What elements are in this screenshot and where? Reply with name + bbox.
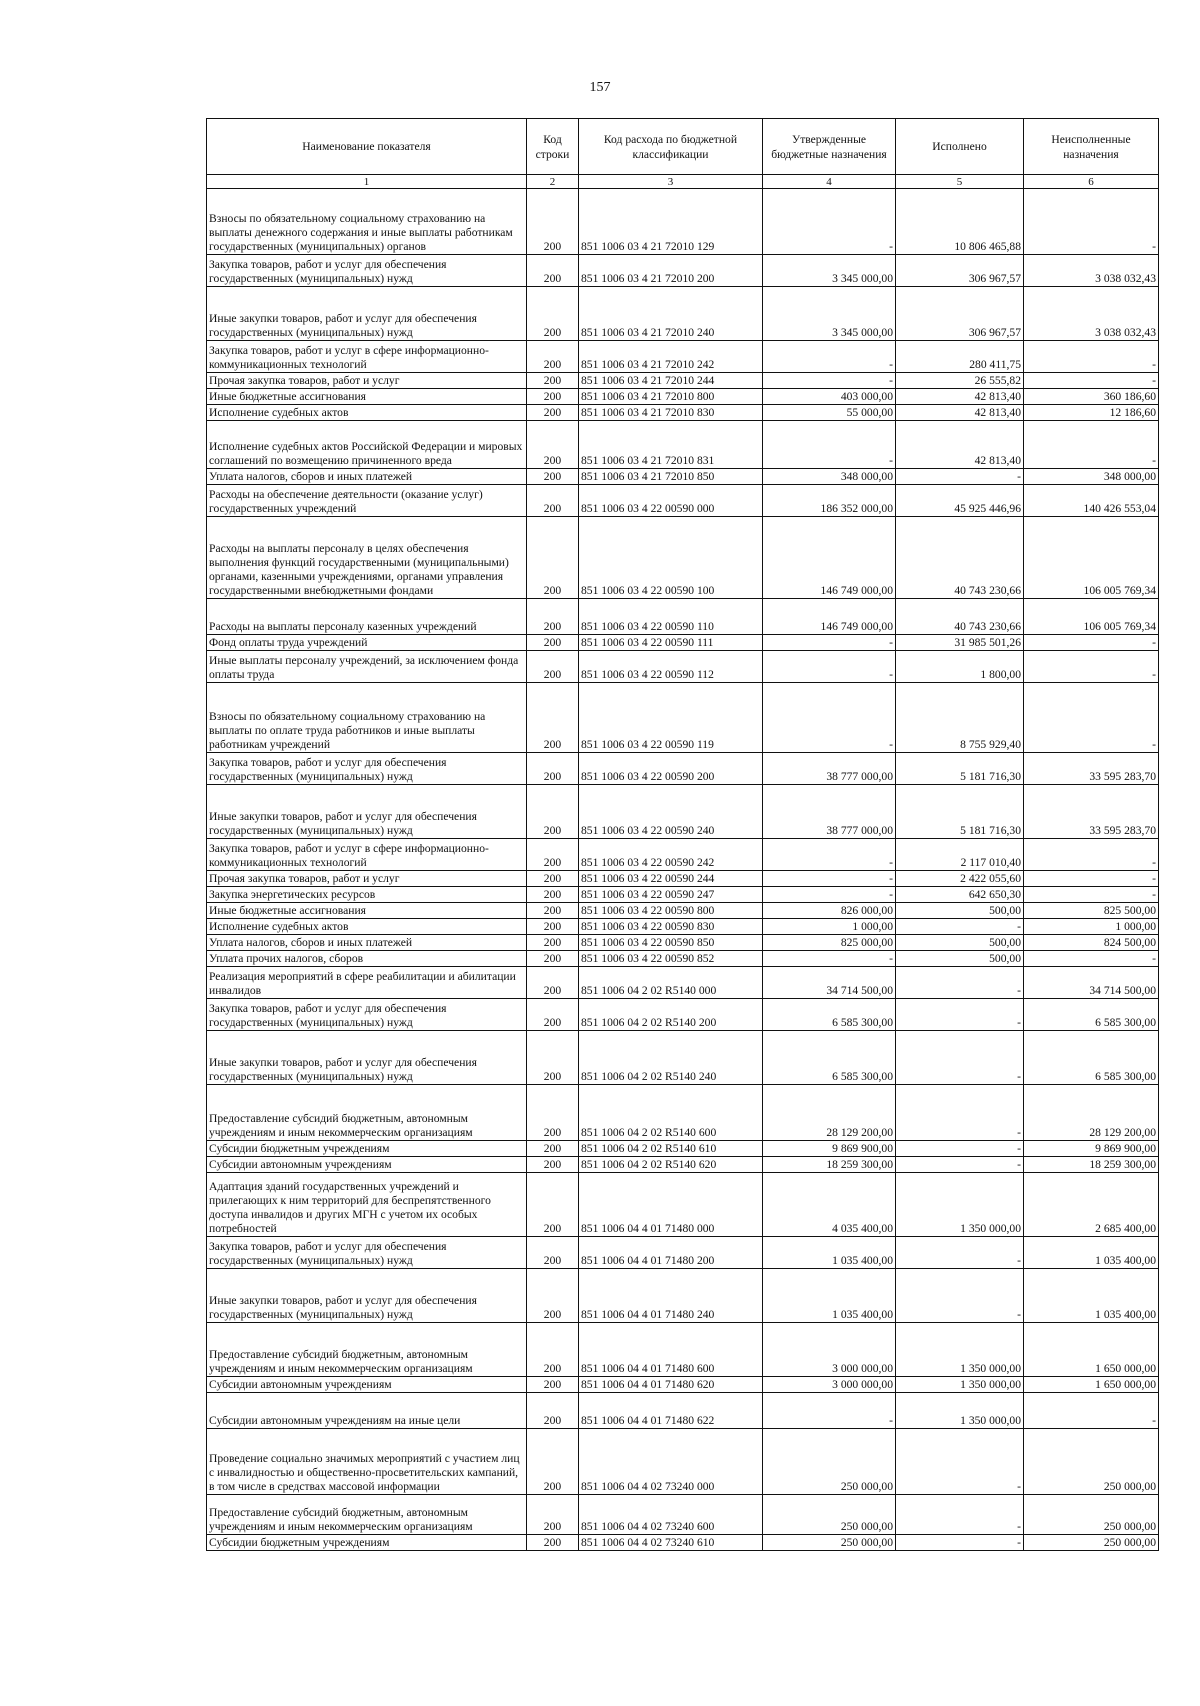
row-executed: 1 350 000,00 — [896, 1173, 1024, 1237]
row-approved: 250 000,00 — [763, 1535, 896, 1551]
row-unexecuted: - — [1024, 651, 1159, 683]
row-name: Адаптация зданий государственных учреждений и прилегающих к ним территорий для беспрепятственного доступа инвалидов и других МГН с учетом их особых потребностей — [207, 1173, 527, 1237]
table-row — [207, 839, 1159, 871]
row-approved: 250 000,00 — [763, 1495, 896, 1535]
table-row — [207, 999, 1159, 1031]
table-row — [207, 903, 1159, 919]
row-unexecuted: - — [1024, 635, 1159, 651]
row-executed: 306 967,57 — [896, 255, 1024, 287]
row-executed: 500,00 — [896, 935, 1024, 951]
row-approved: - — [763, 887, 896, 903]
row-approved: 38 777 000,00 — [763, 753, 896, 785]
row-executed: - — [896, 469, 1024, 485]
row-classification: 851 1006 04 4 01 71480 600 — [579, 1323, 763, 1377]
row-executed: 1 800,00 — [896, 651, 1024, 683]
row-classification: 851 1006 03 4 22 00590 000 — [579, 485, 763, 517]
row-code: 200 — [527, 1323, 579, 1377]
row-classification: 851 1006 03 4 21 72010 244 — [579, 373, 763, 389]
table-row — [207, 255, 1159, 287]
row-name: Уплата налогов, сборов и иных платежей — [207, 469, 527, 485]
row-approved: - — [763, 1393, 896, 1429]
row-unexecuted: 3 038 032,43 — [1024, 255, 1159, 287]
row-unexecuted: 28 129 200,00 — [1024, 1085, 1159, 1141]
table-body — [207, 189, 1159, 1551]
row-classification: 851 1006 03 4 22 00590 112 — [579, 651, 763, 683]
row-name: Субсидии автономным учреждениям — [207, 1377, 527, 1393]
row-unexecuted: 33 595 283,70 — [1024, 785, 1159, 839]
table-row — [207, 871, 1159, 887]
row-classification: 851 1006 03 4 21 72010 850 — [579, 469, 763, 485]
row-name: Взносы по обязательному социальному страхованию на выплаты денежного содержания и иные выплаты работникам государственных (муниципальных) органов — [207, 189, 527, 255]
row-approved: - — [763, 421, 896, 469]
row-executed: - — [896, 1535, 1024, 1551]
row-approved: - — [763, 373, 896, 389]
row-name: Иные выплаты персоналу учреждений, за исключением фонда оплаты труда — [207, 651, 527, 683]
row-executed: 2 117 010,40 — [896, 839, 1024, 871]
row-executed: 40 743 230,66 — [896, 517, 1024, 599]
table-row — [207, 599, 1159, 635]
row-unexecuted: 12 186,60 — [1024, 405, 1159, 421]
row-unexecuted: 33 595 283,70 — [1024, 753, 1159, 785]
header-executed: Исполнено — [896, 119, 1024, 175]
row-classification: 851 1006 03 4 21 72010 200 — [579, 255, 763, 287]
row-classification: 851 1006 03 4 22 00590 852 — [579, 951, 763, 967]
row-approved: - — [763, 341, 896, 373]
row-approved: 4 035 400,00 — [763, 1173, 896, 1237]
row-approved: 55 000,00 — [763, 405, 896, 421]
row-name: Субсидии бюджетным учреждениям — [207, 1535, 527, 1551]
row-name: Уплата налогов, сборов и иных платежей — [207, 935, 527, 951]
column-number: 2 — [527, 175, 579, 189]
row-code: 200 — [527, 1031, 579, 1085]
table-row — [207, 635, 1159, 651]
row-executed: 31 985 501,26 — [896, 635, 1024, 651]
row-classification: 851 1006 04 4 02 73240 610 — [579, 1535, 763, 1551]
row-name: Расходы на обеспечение деятельности (оказание услуг) государственных учреждений — [207, 485, 527, 517]
row-code: 200 — [527, 389, 579, 405]
row-unexecuted: 250 000,00 — [1024, 1495, 1159, 1535]
row-unexecuted: 1 650 000,00 — [1024, 1377, 1159, 1393]
row-approved: 6 585 300,00 — [763, 999, 896, 1031]
row-code: 200 — [527, 373, 579, 389]
column-number: 6 — [1024, 175, 1159, 189]
row-code: 200 — [527, 1173, 579, 1237]
row-executed: - — [896, 1085, 1024, 1141]
table-row — [207, 1173, 1159, 1237]
row-approved: - — [763, 951, 896, 967]
table-row — [207, 967, 1159, 999]
table-row — [207, 1157, 1159, 1173]
row-name: Расходы на выплаты персоналу в целях обеспечения выполнения функций государственными (муниципальными) органами, казенными учреждениями, органами управления государственными внебюджетными фондами — [207, 517, 527, 599]
table-row — [207, 469, 1159, 485]
table-row — [207, 1377, 1159, 1393]
row-unexecuted: - — [1024, 341, 1159, 373]
row-classification: 851 1006 04 2 02 R5140 620 — [579, 1157, 763, 1173]
row-unexecuted: 1 035 400,00 — [1024, 1269, 1159, 1323]
row-executed: 8 755 929,40 — [896, 683, 1024, 753]
table-row — [207, 1495, 1159, 1535]
table-row — [207, 1031, 1159, 1085]
row-executed: - — [896, 1495, 1024, 1535]
table-row — [207, 651, 1159, 683]
row-code: 200 — [527, 517, 579, 599]
row-executed: - — [896, 1157, 1024, 1173]
row-executed: 40 743 230,66 — [896, 599, 1024, 635]
table-row — [207, 485, 1159, 517]
row-approved: 825 000,00 — [763, 935, 896, 951]
table-row — [207, 405, 1159, 421]
row-code: 200 — [527, 341, 579, 373]
row-code: 200 — [527, 1157, 579, 1173]
table-row — [207, 341, 1159, 373]
row-code: 200 — [527, 1269, 579, 1323]
row-code: 200 — [527, 1429, 579, 1495]
row-code: 200 — [527, 871, 579, 887]
row-classification: 851 1006 03 4 22 00590 200 — [579, 753, 763, 785]
table-row — [207, 189, 1159, 255]
row-approved: 250 000,00 — [763, 1429, 896, 1495]
row-unexecuted: 1 035 400,00 — [1024, 1237, 1159, 1269]
row-unexecuted: 360 186,60 — [1024, 389, 1159, 405]
row-approved: - — [763, 635, 896, 651]
table-row — [207, 517, 1159, 599]
row-classification: 851 1006 03 4 22 00590 244 — [579, 871, 763, 887]
row-code: 200 — [527, 903, 579, 919]
row-unexecuted: 3 038 032,43 — [1024, 287, 1159, 341]
row-unexecuted: - — [1024, 871, 1159, 887]
column-number: 1 — [207, 175, 527, 189]
row-approved: - — [763, 839, 896, 871]
row-classification: 851 1006 04 4 01 71480 620 — [579, 1377, 763, 1393]
row-name: Расходы на выплаты персоналу казенных учреждений — [207, 599, 527, 635]
row-approved: 186 352 000,00 — [763, 485, 896, 517]
row-executed: 306 967,57 — [896, 287, 1024, 341]
row-approved: 9 869 900,00 — [763, 1141, 896, 1157]
row-classification: 851 1006 04 4 01 71480 622 — [579, 1393, 763, 1429]
row-name: Прочая закупка товаров, работ и услуг — [207, 373, 527, 389]
row-code: 200 — [527, 935, 579, 951]
row-approved: 146 749 000,00 — [763, 599, 896, 635]
row-name: Фонд оплаты труда учреждений — [207, 635, 527, 651]
table-row — [207, 753, 1159, 785]
column-numbers-row — [207, 175, 1159, 189]
table-row — [207, 373, 1159, 389]
row-executed: 280 411,75 — [896, 341, 1024, 373]
row-executed: 45 925 446,96 — [896, 485, 1024, 517]
row-name: Субсидии бюджетным учреждениям — [207, 1141, 527, 1157]
row-approved: 1 000,00 — [763, 919, 896, 935]
table-row — [207, 389, 1159, 405]
row-classification: 851 1006 04 2 02 R5140 240 — [579, 1031, 763, 1085]
row-classification: 851 1006 03 4 22 00590 240 — [579, 785, 763, 839]
row-name: Уплата прочих налогов, сборов — [207, 951, 527, 967]
column-number: 3 — [579, 175, 763, 189]
row-executed: 500,00 — [896, 951, 1024, 967]
header-row-code: Код строки — [527, 119, 579, 175]
row-classification: 851 1006 03 4 21 72010 830 — [579, 405, 763, 421]
row-approved: 826 000,00 — [763, 903, 896, 919]
table-row — [207, 421, 1159, 469]
table-row — [207, 951, 1159, 967]
table-row — [207, 1085, 1159, 1141]
row-name: Закупка товаров, работ и услуг для обеспечения государственных (муниципальных) нужд — [207, 255, 527, 287]
row-approved: - — [763, 871, 896, 887]
table-row — [207, 887, 1159, 903]
row-approved: 3 345 000,00 — [763, 255, 896, 287]
row-name: Прочая закупка товаров, работ и услуг — [207, 871, 527, 887]
row-code: 200 — [527, 839, 579, 871]
row-name: Закупка товаров, работ и услуг для обеспечения государственных (муниципальных) нужд — [207, 753, 527, 785]
row-code: 200 — [527, 1535, 579, 1551]
row-executed: - — [896, 1269, 1024, 1323]
row-classification: 851 1006 04 2 02 R5140 610 — [579, 1141, 763, 1157]
table-row — [207, 785, 1159, 839]
row-code: 200 — [527, 753, 579, 785]
row-code: 200 — [527, 1393, 579, 1429]
row-classification: 851 1006 04 2 02 R5140 000 — [579, 967, 763, 999]
row-name: Предоставление субсидий бюджетным, автономным учреждениям и иным некоммерческим организациям — [207, 1085, 527, 1141]
header-indicator-name: Наименование показателя — [207, 119, 527, 175]
row-code: 200 — [527, 1495, 579, 1535]
row-classification: 851 1006 04 2 02 R5140 200 — [579, 999, 763, 1031]
row-code: 200 — [527, 919, 579, 935]
table-row — [207, 1393, 1159, 1429]
row-executed: 500,00 — [896, 903, 1024, 919]
row-name: Исполнение судебных актов — [207, 405, 527, 421]
row-executed: 5 181 716,30 — [896, 753, 1024, 785]
row-classification: 851 1006 03 4 21 72010 831 — [579, 421, 763, 469]
row-unexecuted: - — [1024, 421, 1159, 469]
table-row — [207, 1237, 1159, 1269]
row-unexecuted: - — [1024, 373, 1159, 389]
row-executed: - — [896, 1237, 1024, 1269]
row-code: 200 — [527, 1085, 579, 1141]
page-number: 157 — [589, 80, 611, 95]
row-unexecuted: 6 585 300,00 — [1024, 999, 1159, 1031]
row-name: Закупка товаров, работ и услуг в сфере информационно-коммуникационных технологий — [207, 839, 527, 871]
header-unexecuted: Неисполненные назначения — [1024, 119, 1159, 175]
row-unexecuted: 348 000,00 — [1024, 469, 1159, 485]
table-row — [207, 1141, 1159, 1157]
row-name: Взносы по обязательному социальному страхованию на выплаты по оплате труда работников и иные выплаты работникам учреждений — [207, 683, 527, 753]
row-approved: 1 035 400,00 — [763, 1269, 896, 1323]
row-unexecuted: 250 000,00 — [1024, 1429, 1159, 1495]
row-approved: 38 777 000,00 — [763, 785, 896, 839]
row-unexecuted: - — [1024, 683, 1159, 753]
row-name: Иные закупки товаров, работ и услуг для обеспечения государственных (муниципальных) нужд — [207, 785, 527, 839]
row-approved: - — [763, 189, 896, 255]
row-unexecuted: 250 000,00 — [1024, 1535, 1159, 1551]
row-approved: - — [763, 651, 896, 683]
row-code: 200 — [527, 405, 579, 421]
row-executed: - — [896, 999, 1024, 1031]
row-approved: 3 345 000,00 — [763, 287, 896, 341]
row-approved: 18 259 300,00 — [763, 1157, 896, 1173]
table-row — [207, 1535, 1159, 1551]
row-name: Закупка товаров, работ и услуг для обеспечения государственных (муниципальных) нужд — [207, 1237, 527, 1269]
row-code: 200 — [527, 1141, 579, 1157]
row-approved: 3 000 000,00 — [763, 1323, 896, 1377]
row-approved: 6 585 300,00 — [763, 1031, 896, 1085]
table-row — [207, 1323, 1159, 1377]
row-unexecuted: 1 650 000,00 — [1024, 1323, 1159, 1377]
row-unexecuted: 1 000,00 — [1024, 919, 1159, 935]
row-code: 200 — [527, 887, 579, 903]
table-row — [207, 683, 1159, 753]
column-number: 5 — [896, 175, 1024, 189]
row-executed: 26 555,82 — [896, 373, 1024, 389]
row-classification: 851 1006 03 4 21 72010 800 — [579, 389, 763, 405]
row-classification: 851 1006 04 2 02 R5140 600 — [579, 1085, 763, 1141]
row-executed: 1 350 000,00 — [896, 1323, 1024, 1377]
row-name: Предоставление субсидий бюджетным, автономным учреждениям и иным некоммерческим организациям — [207, 1495, 527, 1535]
row-name: Иные закупки товаров, работ и услуг для обеспечения государственных (муниципальных) нужд — [207, 1269, 527, 1323]
row-executed: - — [896, 967, 1024, 999]
row-unexecuted: 34 714 500,00 — [1024, 967, 1159, 999]
row-code: 200 — [527, 967, 579, 999]
row-code: 200 — [527, 651, 579, 683]
row-unexecuted: 140 426 553,04 — [1024, 485, 1159, 517]
row-executed: 42 813,40 — [896, 405, 1024, 421]
row-approved: 146 749 000,00 — [763, 517, 896, 599]
row-code: 200 — [527, 1237, 579, 1269]
row-code: 200 — [527, 189, 579, 255]
row-classification: 851 1006 03 4 22 00590 850 — [579, 935, 763, 951]
row-name: Исполнение судебных актов — [207, 919, 527, 935]
row-executed: 42 813,40 — [896, 389, 1024, 405]
row-name: Субсидии автономным учреждениям на иные цели — [207, 1393, 527, 1429]
row-classification: 851 1006 04 4 01 71480 200 — [579, 1237, 763, 1269]
row-executed: - — [896, 1429, 1024, 1495]
row-unexecuted: - — [1024, 839, 1159, 871]
row-executed: - — [896, 1031, 1024, 1085]
row-name: Проведение социально значимых мероприятий с участием лиц с инвалидностью и общественно-просветительских кампаний, в том числе в средствах массовой информации — [207, 1429, 527, 1495]
row-classification: 851 1006 04 4 01 71480 000 — [579, 1173, 763, 1237]
row-code: 200 — [527, 785, 579, 839]
row-classification: 851 1006 03 4 21 72010 240 — [579, 287, 763, 341]
row-code: 200 — [527, 951, 579, 967]
row-name: Иные бюджетные ассигнования — [207, 389, 527, 405]
budget-execution-table — [206, 118, 1159, 1551]
row-name: Субсидии автономным учреждениям — [207, 1157, 527, 1173]
table-row — [207, 919, 1159, 935]
row-classification: 851 1006 03 4 22 00590 119 — [579, 683, 763, 753]
row-classification: 851 1006 03 4 22 00590 111 — [579, 635, 763, 651]
row-approved: 1 035 400,00 — [763, 1237, 896, 1269]
row-name: Иные бюджетные ассигнования — [207, 903, 527, 919]
row-code: 200 — [527, 421, 579, 469]
row-unexecuted: 9 869 900,00 — [1024, 1141, 1159, 1157]
row-executed: 5 181 716,30 — [896, 785, 1024, 839]
row-executed: 1 350 000,00 — [896, 1377, 1024, 1393]
row-executed: 42 813,40 — [896, 421, 1024, 469]
row-unexecuted: - — [1024, 189, 1159, 255]
row-code: 200 — [527, 1377, 579, 1393]
row-code: 200 — [527, 469, 579, 485]
row-unexecuted: 106 005 769,34 — [1024, 599, 1159, 635]
row-classification: 851 1006 03 4 22 00590 830 — [579, 919, 763, 935]
row-name: Предоставление субсидий бюджетным, автономным учреждениям и иным некоммерческим организациям — [207, 1323, 527, 1377]
row-code: 200 — [527, 635, 579, 651]
row-unexecuted: 825 500,00 — [1024, 903, 1159, 919]
header-approved: Утвержденные бюджетные назначения — [763, 119, 896, 175]
table-header-row — [207, 119, 1159, 175]
row-code: 200 — [527, 999, 579, 1031]
row-approved: 34 714 500,00 — [763, 967, 896, 999]
row-unexecuted: - — [1024, 887, 1159, 903]
row-unexecuted: - — [1024, 1393, 1159, 1429]
table-row — [207, 1429, 1159, 1495]
row-classification: 851 1006 04 4 02 73240 600 — [579, 1495, 763, 1535]
row-approved: 403 000,00 — [763, 389, 896, 405]
row-name: Закупка товаров, работ и услуг в сфере информационно-коммуникационных технологий — [207, 341, 527, 373]
row-classification: 851 1006 03 4 22 00590 100 — [579, 517, 763, 599]
row-name: Закупка энергетических ресурсов — [207, 887, 527, 903]
row-approved: 28 129 200,00 — [763, 1085, 896, 1141]
row-classification: 851 1006 03 4 21 72010 242 — [579, 341, 763, 373]
row-classification: 851 1006 04 4 02 73240 000 — [579, 1429, 763, 1495]
row-name: Исполнение судебных актов Российской Федерации и мировых соглашений по возмещению причиненного вреда — [207, 421, 527, 469]
row-code: 200 — [527, 683, 579, 753]
row-name: Реализация мероприятий в сфере реабилитации и абилитации инвалидов — [207, 967, 527, 999]
row-executed: 642 650,30 — [896, 887, 1024, 903]
row-approved: - — [763, 683, 896, 753]
row-unexecuted: 824 500,00 — [1024, 935, 1159, 951]
row-name: Иные закупки товаров, работ и услуг для обеспечения государственных (муниципальных) нужд — [207, 1031, 527, 1085]
row-classification: 851 1006 03 4 22 00590 242 — [579, 839, 763, 871]
row-code: 200 — [527, 599, 579, 635]
row-classification: 851 1006 04 4 01 71480 240 — [579, 1269, 763, 1323]
row-name: Иные закупки товаров, работ и услуг для обеспечения государственных (муниципальных) нужд — [207, 287, 527, 341]
table-row — [207, 287, 1159, 341]
row-unexecuted: 2 685 400,00 — [1024, 1173, 1159, 1237]
row-code: 200 — [527, 255, 579, 287]
header-classification-code: Код расхода по бюджетной классификации — [579, 119, 763, 175]
row-classification: 851 1006 03 4 22 00590 110 — [579, 599, 763, 635]
row-code: 200 — [527, 287, 579, 341]
row-executed: - — [896, 1141, 1024, 1157]
row-approved: 3 000 000,00 — [763, 1377, 896, 1393]
row-code: 200 — [527, 485, 579, 517]
row-classification: 851 1006 03 4 21 72010 129 — [579, 189, 763, 255]
row-unexecuted: 18 259 300,00 — [1024, 1157, 1159, 1173]
row-approved: 348 000,00 — [763, 469, 896, 485]
row-classification: 851 1006 03 4 22 00590 247 — [579, 887, 763, 903]
row-name: Закупка товаров, работ и услуг для обеспечения государственных (муниципальных) нужд — [207, 999, 527, 1031]
row-executed: - — [896, 919, 1024, 935]
row-classification: 851 1006 03 4 22 00590 800 — [579, 903, 763, 919]
row-unexecuted: 6 585 300,00 — [1024, 1031, 1159, 1085]
table-row — [207, 1269, 1159, 1323]
row-unexecuted: 106 005 769,34 — [1024, 517, 1159, 599]
row-executed: 2 422 055,60 — [896, 871, 1024, 887]
column-number: 4 — [763, 175, 896, 189]
table-row — [207, 935, 1159, 951]
row-executed: 1 350 000,00 — [896, 1393, 1024, 1429]
row-unexecuted: - — [1024, 951, 1159, 967]
row-executed: 10 806 465,88 — [896, 189, 1024, 255]
